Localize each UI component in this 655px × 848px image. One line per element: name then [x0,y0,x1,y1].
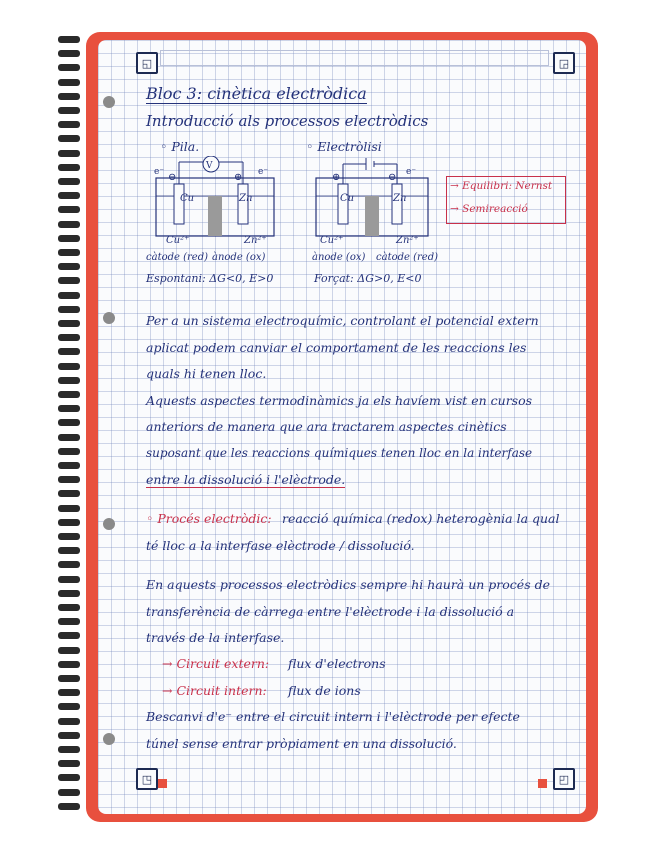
spiral-ring [58,732,80,739]
note-semireaccio: → Semireacció [450,203,528,215]
page-title: Bloc 3: cinètica electròdica [146,84,367,103]
circuit-extern-text: flux d'electrons [288,656,386,671]
svg-text:e⁻: e⁻ [154,167,165,177]
header-strip [160,50,549,66]
svg-text:e⁻: e⁻ [258,167,269,177]
spiral-ring [58,746,80,753]
spiral-ring [58,476,80,483]
spiral-ring [58,107,80,114]
svg-text:⊖: ⊖ [388,172,397,183]
spiral-ring [58,789,80,796]
proces-definition-cont: té lloc a la interfase elèctrode / dissolució. [146,538,415,553]
spiral-ring [58,774,80,781]
spiral-ring [58,490,80,497]
spiral-ring [58,334,80,341]
page-subtitle: Introducció als processos electròdics [146,112,429,130]
svg-text:⊕: ⊕ [234,172,243,183]
note-nernst: → Equilibri: Nernst [450,180,553,192]
spiral-ring [58,292,80,299]
text-line: suposant que les reaccions químiques tenen lloc en la interfase [146,446,533,460]
brand-logo-icon: ◰ [553,768,575,790]
spiral-ring [58,192,80,199]
spiral-ring [58,79,80,86]
svg-text:e⁻: e⁻ [406,167,417,177]
spiral-ring [58,519,80,526]
spiral-ring [58,391,80,398]
spiral-ring [58,377,80,384]
electrolisi-ion-right: Zn²⁺ [396,235,419,246]
spiral-ring [58,64,80,71]
brand-logo-icon: ◱ [136,52,158,74]
spiral-ring [58,206,80,213]
pila-electrode-left: Cu [180,193,195,204]
text-line: Per a un sistema electroquímic, controlant el potencial extern [146,313,539,328]
text-line: Aquests aspectes termodinàmics ja els havíem vist en cursos [146,393,533,408]
spiral-ring [58,320,80,327]
spiral-binding [58,36,82,816]
spiral-ring [58,164,80,171]
svg-text:⊕: ⊕ [332,172,341,183]
spiral-ring [58,50,80,57]
spiral-ring [58,178,80,185]
text-line: quals hi tenen lloc. [146,366,267,381]
spiral-ring [58,547,80,554]
spiral-ring [58,235,80,242]
spiral-ring [58,661,80,668]
circuit-intern-text: flux de ions [288,683,361,698]
pila-anode-label: ànode (ox) [212,252,266,263]
circuit-extern-label: → Circuit extern: [162,656,270,671]
punch-hole [103,518,115,530]
spiral-ring [58,150,80,157]
proces-definition: reacció química (redox) heterogènia la qual [282,511,560,526]
spiral-ring [58,462,80,469]
spiral-ring [58,632,80,639]
corner-mark [538,779,547,788]
proces-label: ◦ Procés electròdic: [146,511,272,526]
punch-hole [103,312,115,324]
spiral-ring [58,703,80,710]
circuit-intern-label: → Circuit intern: [162,683,267,698]
punch-hole [103,733,115,745]
spiral-ring [58,505,80,512]
spiral-ring [58,363,80,370]
spiral-ring [58,306,80,313]
spiral-ring [58,561,80,568]
electrolisi-label: ◦ Electròlisi [306,139,382,154]
text-line: Bescanvi d'e⁻ entre el circuit intern i l'elèctrode per efecte [146,709,520,724]
spiral-ring [58,448,80,455]
spiral-ring [58,647,80,654]
spiral-ring [58,576,80,583]
spiral-ring [58,121,80,128]
spiral-ring [58,36,80,43]
brand-logo-icon: ◲ [553,52,575,74]
spiral-ring [58,533,80,540]
spiral-ring [58,249,80,256]
spiral-ring [58,434,80,441]
pila-ion-left: Cu²⁺ [166,235,190,246]
spiral-ring [58,618,80,625]
text-line: túnel sense entrar pròpiament en una dissolució. [146,736,457,751]
svg-text:⊖: ⊖ [168,172,177,183]
electrolisi-electrode-right: Zn [393,193,407,204]
electrolisi-anode-label: ànode (ox) [312,252,366,263]
spiral-ring [58,590,80,597]
pila-electrode-right: Zn [239,193,253,204]
spiral-ring [58,93,80,100]
text-line: entre la dissolució i l'elèctrode. [146,472,346,487]
spiral-ring [58,221,80,228]
corner-mark [158,779,167,788]
text-line: aplicat podem canviar el comportament de les reaccions les [146,340,527,355]
electrolisi-ion-left: Cu²⁺ [320,235,344,246]
text-line: En aquests processos electròdics sempre hi haurà un procés de [146,577,550,592]
spiral-ring [58,718,80,725]
electrolisi-electrode-left: Cu [340,193,355,204]
electrolisi-condition: Forçat: ΔG>0, E<0 [314,272,422,285]
spiral-ring [58,419,80,426]
spiral-ring [58,675,80,682]
text-line: través de la interfase. [146,630,285,645]
punch-hole [103,96,115,108]
spiral-ring [58,604,80,611]
spiral-ring [58,803,80,810]
pila-ion-right: Zn²⁺ [244,235,267,246]
pila-condition: Espontani: ΔG<0, E>0 [146,272,274,285]
pila-cathode-label: càtode (red) [146,252,209,263]
spiral-ring [58,760,80,767]
svg-text:V: V [206,161,213,171]
pila-label: ◦ Pila. [160,139,200,154]
spiral-ring [58,689,80,696]
spiral-ring [58,263,80,270]
electrolisi-cathode-label: càtode (red) [376,252,439,263]
spiral-ring [58,348,80,355]
spiral-ring [58,277,80,284]
spiral-ring [58,405,80,412]
text-line: transferència de càrrega entre l'elèctrode i la dissolució a [146,604,515,619]
spiral-ring [58,135,80,142]
text-line: anteriors de manera que ara tractarem aspectes cinètics [146,419,507,434]
brand-logo-icon: ◳ [136,768,158,790]
